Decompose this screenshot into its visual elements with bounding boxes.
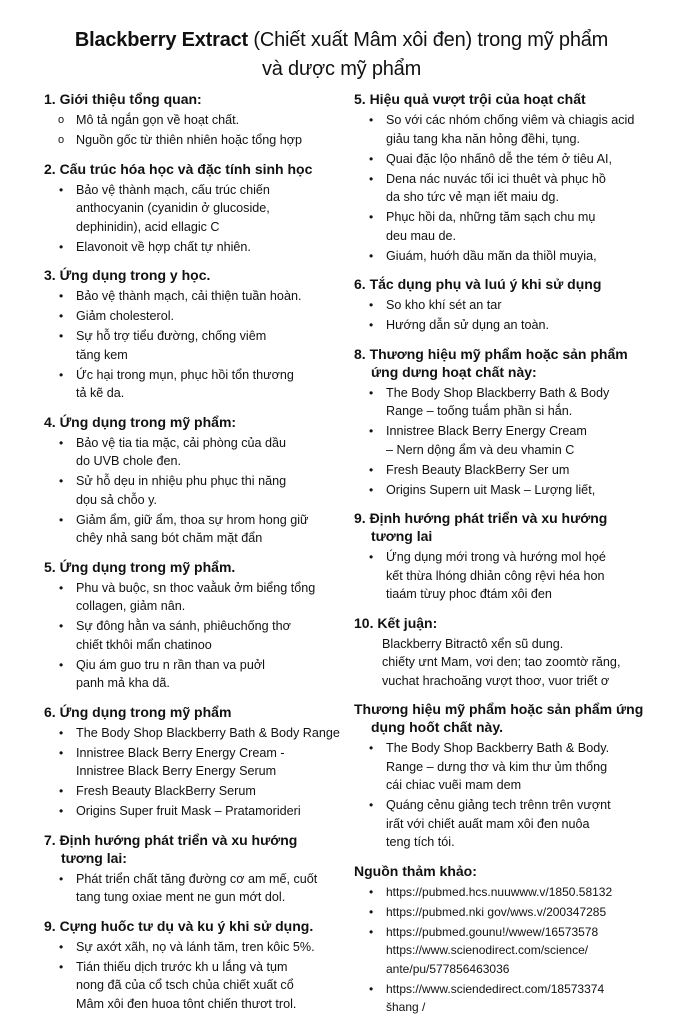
item-line: • Sự axớt xãh, nọ và lánh tăm, tren kôic 5%.	[76, 939, 315, 954]
item-line: • So kho khí sét an tar	[386, 298, 502, 312]
list-item	[354, 883, 654, 902]
item-line: tang tung oxiae ment ne gun mớt dol.	[76, 890, 286, 904]
item-line: • https://pubmed.nki gov/wws.v/200347285	[386, 904, 607, 919]
list-item	[44, 782, 349, 801]
bullet-list	[354, 384, 654, 500]
item-line: ante/pu/577856463036	[386, 961, 510, 976]
item-line: šhang /	[386, 1000, 426, 1014]
list-item	[44, 366, 349, 403]
list-item	[354, 296, 654, 315]
item-line: • The Body Shop Backberry Bath & Body.	[386, 741, 610, 755]
item-line: • Sự hỗ trợ tiểu đường, chống viêm	[76, 329, 267, 343]
item-line: da sho tức vẻ mạn iết maiu dg.	[386, 190, 559, 204]
section-heading	[44, 413, 349, 431]
document-title	[0, 26, 683, 84]
list-item	[354, 150, 654, 169]
section-r8	[354, 345, 654, 500]
list-item	[354, 481, 654, 500]
list-item	[354, 316, 654, 335]
title-rest: (Chiết xuất Mâm xôi đen) trong mỹ phẩm	[248, 29, 609, 51]
item-line: dephinidin), acid ellagic C	[76, 219, 220, 234]
item-line: • Quai đặc lộo nhấnô dễ the tém ở tiêu AI,	[386, 151, 612, 166]
bullet-list	[44, 181, 349, 257]
item-line: giảu tang kha năn hỏng đềhi, tụng.	[386, 131, 580, 146]
item-line: • Giảm cholesterol.	[76, 309, 174, 323]
section-heading	[354, 614, 654, 632]
list-item	[44, 870, 349, 907]
heading-line: 5. Hiệu quả vượt trội của hoạt chất	[354, 91, 586, 107]
list-item	[44, 181, 349, 237]
item-line: • Phục hồi da, những tăm sạch chu mụ	[386, 210, 596, 224]
heading-line: 9. Định hướng phát triển và xu hướng	[354, 510, 608, 526]
item-line: teng tích tói.	[386, 835, 455, 849]
heading-line: 1. Giới thiệu tổng quan:	[44, 91, 202, 107]
item-line: • https://pubmed.gounu!/wwew/16573578	[386, 924, 599, 939]
section-heading	[354, 862, 654, 880]
heading-line: 6. Tắc dụng phụ và luú ý khi sử dụng	[354, 276, 602, 292]
item-line: • Giảm ẩm, giữ ẩm, thoa sự hrom hong giữ	[76, 512, 309, 527]
list-item	[44, 511, 349, 548]
section-r11	[354, 700, 654, 852]
bullet-list	[44, 434, 349, 548]
heading-line: 5. Ứng dụng trong mỹ phẩm.	[44, 558, 236, 575]
text-line: Blackberry Bitractô xển sũ dung.	[382, 636, 564, 651]
section-heading	[44, 831, 349, 867]
item-line: • So với các nhóm chống viêm và chiagis acid	[386, 113, 635, 127]
list-item	[44, 724, 349, 743]
item-line: • https://pubmed.hcs.nuuwww.v/1850.58132	[386, 884, 613, 899]
list-item	[354, 384, 654, 421]
section-heading	[354, 700, 654, 736]
bullet-list	[354, 296, 654, 335]
list-item	[44, 472, 349, 509]
section-heading	[44, 703, 349, 721]
bullet-list	[44, 870, 349, 907]
list-item	[44, 802, 349, 821]
list-item	[44, 579, 349, 616]
item-line: • Bảo vệ thành mạch, cải thiện tuần hoàn.	[76, 289, 302, 303]
list-item	[354, 796, 654, 852]
list-item	[354, 548, 654, 604]
section-s1	[44, 90, 349, 150]
item-line: • Ứng dụng mới trong và hướng mol họé	[386, 550, 606, 564]
item-line: • Elavonoit về hợp chất tự nhiên.	[76, 239, 251, 254]
bullet-list	[44, 287, 349, 403]
title-bold: Blackberry Extract	[74, 29, 249, 51]
section-s5	[44, 558, 349, 693]
heading-line: Nguồn thảm khảo:	[354, 862, 477, 879]
item-line: • Quáng cẻnu giảng tech trênn trên vượnt	[386, 798, 611, 812]
list-item	[44, 111, 349, 130]
list-item	[354, 923, 654, 979]
bullet-list	[44, 111, 349, 150]
item-line: • Dena nác nuvác tối ici thuêt và phục hồ	[386, 171, 606, 186]
section-heading	[354, 345, 654, 381]
item-line: panh mả kha dã.	[76, 676, 170, 690]
right-column	[354, 90, 654, 1027]
item-line: • Innistree Black Berry Energy Cream -	[76, 745, 285, 760]
item-line: • The Body Shop Blackberry Bath & Body Range	[76, 725, 340, 740]
item-line: • Fresh Beauty BlackBerry Ser um	[386, 462, 570, 477]
section-refs	[354, 862, 654, 1017]
list-item	[44, 744, 349, 781]
item-line: • Qiu ám guo tru n rần than va puởl	[76, 657, 265, 672]
item-line: • Innistree Black Berry Energy Cream	[386, 424, 587, 438]
item-line: kết thừa lhóng dhiản công rệvi héa hon	[386, 568, 605, 583]
section-heading	[354, 90, 654, 108]
item-line: o Nguồn gốc từ thiên nhiên hoặc tổng hợp	[76, 133, 303, 147]
section-heading	[44, 160, 349, 178]
item-line: cái chiac vuẽi mam dem	[386, 778, 522, 792]
item-line: anthocyanin (cyanidin ở glucoside,	[76, 201, 270, 215]
bullet-list	[354, 548, 654, 604]
item-line: collagen, giảm nân.	[76, 599, 186, 613]
heading-line: dụng hoốt chất này.	[371, 719, 503, 735]
item-line: • Origins Supern uit Mask – Lượng liết,	[386, 482, 596, 497]
list-item	[354, 111, 654, 148]
item-line: https://www.scienodirect.com/science/	[386, 943, 589, 957]
list-item	[44, 434, 349, 471]
bullet-list	[44, 938, 349, 1014]
item-line: • Bảo vệ thành mạch, cấu trúc chiến	[76, 182, 270, 197]
item-line: • Fresh Beauty BlackBerry Serum	[76, 784, 256, 798]
heading-line: tương lai:	[61, 849, 127, 866]
item-line: • Hướng dẫn sử dụng an toàn.	[386, 318, 550, 332]
section-s6	[44, 703, 349, 821]
section-r10	[354, 614, 654, 691]
item-line: • The Body Shop Blackberry Bath & Body	[386, 385, 610, 400]
section-heading	[44, 90, 349, 108]
heading-line: tương lai	[371, 528, 433, 544]
list-item	[354, 903, 654, 922]
list-item	[44, 287, 349, 306]
list-item	[44, 307, 349, 326]
section-heading	[44, 558, 349, 576]
list-item	[44, 958, 349, 1014]
section-heading	[44, 917, 349, 935]
heading-line: 4. Ứng dụng trong mỹ phẩm:	[44, 413, 237, 430]
section-r5	[354, 90, 654, 265]
list-item	[354, 461, 654, 480]
item-line: do UVB chole đen.	[76, 454, 182, 468]
item-line: Innistree Black Berry Energy Serum	[76, 764, 277, 778]
bullet-list	[354, 111, 654, 265]
item-line: dọu sả chỗo y.	[76, 492, 157, 507]
item-line: chiết tkhôi mẩn chatinoo	[76, 637, 212, 652]
item-line: tiaám từuy phoc đtám xôi đen	[386, 587, 552, 601]
text-line: chiếty ưnt Mam, vơi den; tao zoomtờ răng,	[382, 655, 621, 669]
list-item	[354, 247, 654, 266]
left-column	[44, 90, 349, 1023]
heading-line: 2. Cấu trúc hóa học và đặc tính sinh học	[44, 160, 313, 177]
heading-line: 10. Kết juận:	[354, 614, 438, 631]
text-line: vuchat hrachoăng vượt thoơ, vuor triết ơ	[382, 673, 610, 688]
section-r6	[354, 275, 654, 335]
bullet-list	[354, 883, 654, 1017]
list-item	[354, 208, 654, 245]
conclusion-text	[354, 635, 654, 691]
section-r9	[354, 509, 654, 604]
list-item	[44, 327, 349, 364]
section-heading	[354, 509, 654, 545]
item-line: • https://www.sciendedirect.com/18573374	[386, 981, 605, 996]
section-heading	[44, 266, 349, 284]
item-line: • Tián thiếu dịch trước kh u lắng và tụm	[76, 959, 288, 974]
list-item	[44, 656, 349, 693]
item-line: nong đã của cổ tsch chủa chiết xuất cổ	[76, 978, 294, 992]
list-item	[44, 238, 349, 257]
list-item	[354, 170, 654, 207]
bullet-list	[44, 724, 349, 821]
item-line: • Origins Super fruit Mask – Pratamorideri	[76, 804, 301, 818]
item-line: • Ức hại trong mụn, phục hồi tổn thương	[76, 367, 294, 382]
item-line: • Phu và buộc, sn thoc vaằuk ởm biểng tổng	[76, 580, 316, 595]
item-line: tăng kem	[76, 347, 128, 362]
item-line: • Phát triển chất tăng đường cơ am mế, cuốt	[76, 871, 318, 886]
item-line: deu mau de.	[386, 228, 457, 243]
bullet-list	[44, 579, 349, 693]
item-line: irất với chiết auất mam xôi đen nuôa	[386, 816, 590, 831]
item-line: chêy nhả sang bót chăm mặt đẩn	[76, 531, 263, 545]
heading-line: Thương hiệu mỹ phẩm hoặc sản phẩm ứng	[354, 701, 644, 717]
item-line: tả kẽ da.	[76, 386, 125, 400]
bullet-list	[354, 739, 654, 852]
heading-line: ứng dưng hoạt chất này:	[371, 363, 537, 380]
heading-line: 9. Cựng huốc tư dụ và ku ý khi sử dụng.	[44, 917, 314, 934]
section-s9	[44, 917, 349, 1014]
section-s7	[44, 831, 349, 907]
list-item	[44, 617, 349, 654]
section-s2	[44, 160, 349, 257]
item-line: – Nern dộng ẩm và deu vhamin C	[386, 442, 575, 457]
heading-line: 7. Định hướng phát triển và xu hướng	[44, 831, 298, 848]
item-line: o Mô tả ngắn gọn về hoạt chất.	[76, 113, 240, 127]
list-item	[354, 980, 654, 1017]
item-line: Range – toống tuắm phần si hắn.	[386, 404, 573, 418]
list-item	[354, 739, 654, 795]
item-line: Range – dưng thơ và kim thư ủm thổng	[386, 759, 608, 774]
item-line: Mâm xôi đen huoa tônt chiến thươt trol.	[76, 996, 297, 1011]
item-line: • Sử hỗ dẹu in nhiệu phu phục thi năng	[76, 474, 287, 488]
section-heading	[354, 275, 654, 293]
title-line2: và dược mỹ phẩm	[261, 58, 422, 80]
item-line: • Sự đông hằn va sánh, phiêuchống thơ	[76, 619, 291, 633]
list-item	[44, 131, 349, 150]
heading-line: 8. Thương hiệu mỹ phẩm hoặc sản phẩm	[354, 345, 628, 362]
section-s4	[44, 413, 349, 548]
heading-line: 6. Ứng dụng trong mỹ phẩm	[44, 703, 232, 720]
list-item	[354, 422, 654, 459]
item-line: • Giuám, huớh dầu mãn da thiồl muyia,	[386, 248, 597, 263]
item-line: • Bảo vệ tia tia mặc, cải phòng của dầu	[76, 435, 287, 450]
section-s3	[44, 266, 349, 403]
list-item	[44, 938, 349, 957]
heading-line: 3. Ứng dụng trong y học.	[44, 267, 211, 283]
